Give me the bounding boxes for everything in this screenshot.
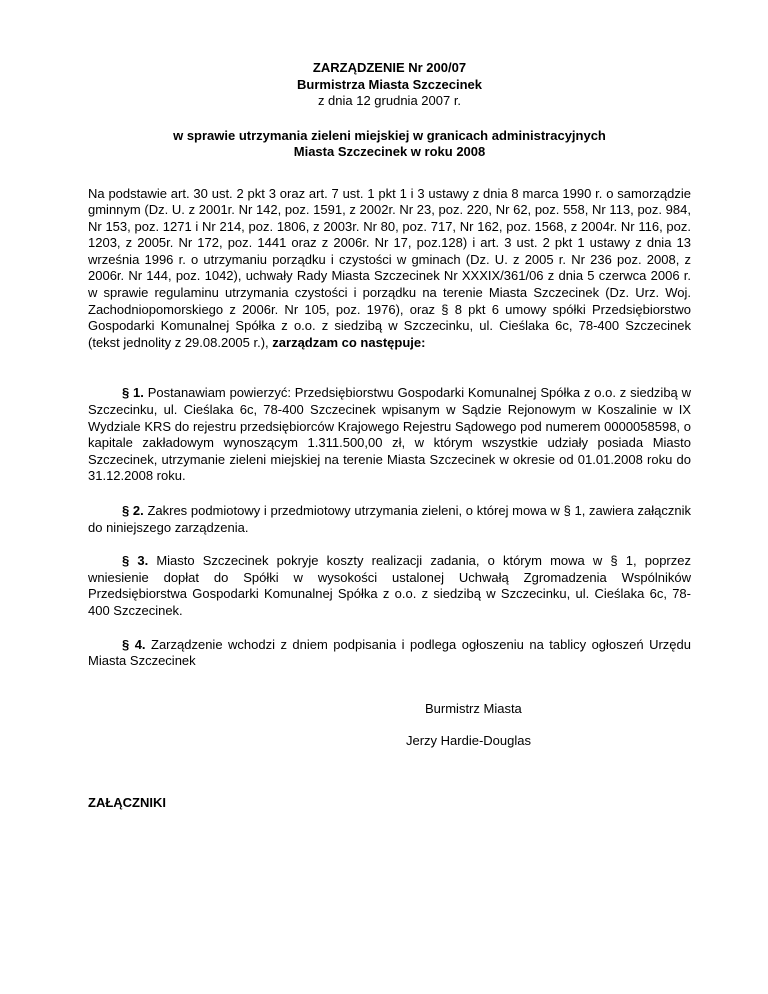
document-title: ZARZĄDZENIE Nr 200/07 (312, 60, 467, 75)
paragraph-1 (88, 385, 691, 485)
preamble (88, 186, 691, 352)
paragraph-number: § 1. (122, 385, 144, 401)
document-date: z dnia 12 grudnia 2007 r. (317, 93, 462, 108)
subject-line-1: w sprawie utrzymania zieleni miejskiej w granicach administracyjnych (173, 127, 606, 143)
paragraph-2 (88, 503, 691, 536)
preamble-decree: zarządzam co następuje: (272, 334, 426, 350)
document-page (88, 60, 691, 811)
paragraph-4 (88, 637, 691, 670)
signature-role: Burmistrz Miasta (425, 700, 522, 716)
paragraph-number: § 2. (122, 503, 144, 518)
signature-name: Jerzy Hardie-Douglas (406, 732, 531, 748)
paragraph-text: Zarządzenie wchodzi z dniem podpisania i podlega ogłoszeniu na tablicy ogłoszeń Urzędu Miasta Szczecinek (88, 636, 691, 669)
document-header (88, 60, 691, 110)
paragraph-3 (88, 553, 691, 619)
paragraph-text: Postanawiam powierzyć: Przedsiębiorstwu Gospodarki Komunalnej Spółka z o.o. z siedzibą w Szczecinku, ul. Cieślaka 6c, 78-400 Szczecinek wpisanym w Sądzie Rejonowym w Koszalinie w IX Wydziale KRS do rejestru przedsiębiorców Krajowego Rejestru Sądowego pod numerem 0000058598, o kapitale zakładowym wynoszącym 1.311.500,00 zł, w którym wszystkie udziały posiada Miasto Szczecinek, utrzymanie zieleni miejskiej na terenie Miasta Szczecinek w okresie od 01.01.2008 roku do 31.12.2008 roku. (88, 385, 691, 484)
paragraph-number: § 3. (122, 553, 149, 569)
document-subject (88, 128, 691, 160)
document-issuer: Burmistrza Miasta Szczecinek (297, 76, 482, 92)
preamble-text: Na podstawie art. 30 ust. 2 pkt 3 oraz art. 7 ust. 1 pkt 1 i 3 ustawy z dnia 8 marca 1990 r. o samorządzie gminnym (Dz. U. z 2001r. Nr 142, poz. 1591, z 2002r. Nr 23, poz. 220, Nr 62, poz. 558, Nr 113, poz. 984, Nr 153, poz. 1271 i Nr 214, poz. 1806, z 2003r. Nr 80, poz. 717, Nr 162, poz. 1568, z 2004r. Nr 116, poz. 1203, z 2005r. Nr 172, poz. 1441 oraz z 2006r. Nr 17, poz.128) i art. 3 ust. 2 pkt 1 ustawy z dnia 13 września 1996 r. o utrzymaniu porządku i czystości w gminach (Dz. U. z 2005 r. Nr 236 poz. 2008, z 2006r. Nr 144, poz. 1042), uchwały Rady Miasta Szczecinek Nr XXXIX/361/06 z dnia 5 czerwca 2006 r. w sprawie regulaminu utrzymania czystości i porządku na terenie Miasta Szczecinek (Dz. Urz. Woj. Zachodniopomorskiego z 2006r. Nr 105, poz. 1976), oraz § 8 pkt 6 umowy spółki Przedsiębiorstwo Gospodarki Komunalnej Spółka z o.o. z siedzibą w Szczecinku, ul. Cieślaka 6c, 78-400 Szczecinek (tekst jednolity z 29.08.2005 r.), (88, 185, 691, 350)
paragraph-text: Miasto Szczecinek pokryje koszty realizacji zadania, o którym mowa w § 1, poprzez wniesienie dopłat do Spółki w wysokości ustalonej Uchwałą Zgromadzenia Wspólników Przedsiębiorstwa Gospodarki Komunalnej Spółka z o.o. z siedzibą w Szczecinku, ul. Cieślaka 6c, 78-400 Szczecinek. (88, 553, 691, 618)
signature-block (406, 700, 691, 749)
subject-line-2: Miasta Szczecinek w roku 2008 (293, 143, 486, 159)
paragraph-text: Zakres podmiotowy i przedmiotowy utrzymania zieleni, o której mowa w § 1, zawiera załącznik do niniejszego zarządzenia. (88, 503, 691, 535)
attachments-heading: ZAŁĄCZNIKI (88, 794, 166, 810)
paragraph-number: § 4. (122, 636, 146, 652)
